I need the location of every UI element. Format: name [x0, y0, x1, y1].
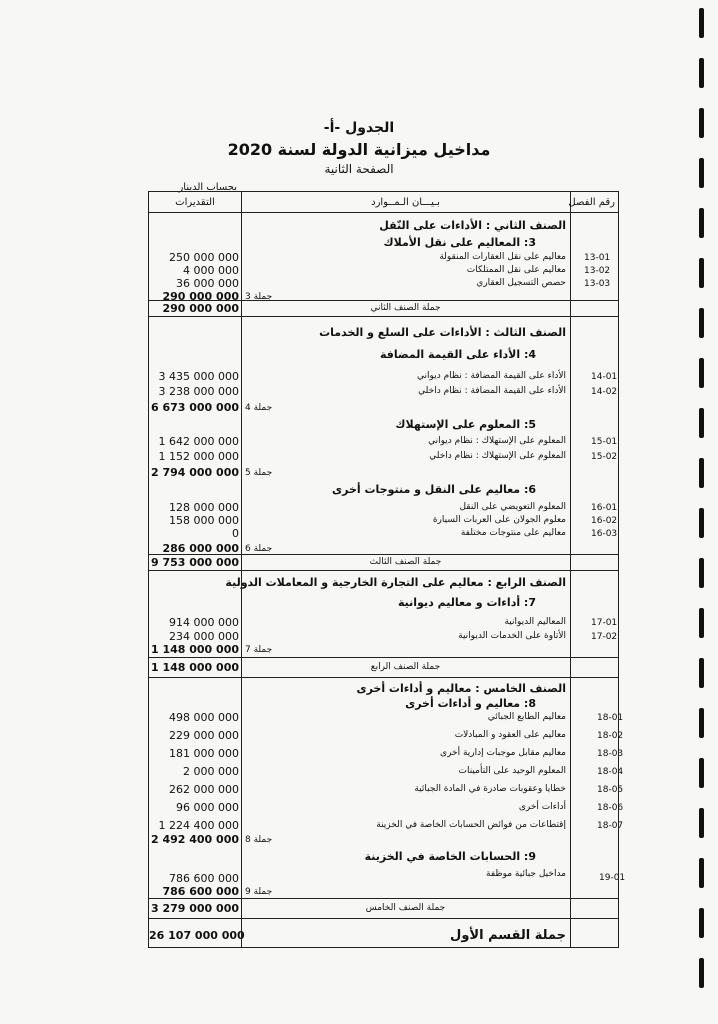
chapter-code: 15-02	[591, 452, 618, 462]
section-total-amount: 2 492 400 000	[150, 833, 239, 846]
class-total-amount: 3 279 000 000	[150, 902, 239, 915]
resource-label: المعلوم الوحيد على التأمينات	[458, 766, 566, 776]
chapter-code: 18-02	[597, 731, 624, 741]
section-total-label: جملة 6	[245, 544, 273, 554]
estimate-amount: 234 000 000	[169, 630, 239, 643]
resource-label: معلوم الجولان على العربات السيارة	[432, 515, 566, 525]
section-total-amount: 6 673 000 000	[150, 401, 239, 414]
section-5-title: 5: المعلوم على الإستهلاك	[395, 418, 536, 431]
chapter-code: 16-01	[591, 503, 618, 513]
chapter-code: 14-01	[591, 372, 618, 382]
resource-label: حصص التسجيل العقاري	[476, 278, 566, 288]
class-total-amount: 1 148 000 000	[150, 661, 239, 674]
resource-label: معاليم مقابل موجبات إدارية أخرى	[440, 748, 566, 758]
col-header-chapter: رقم الفصل	[568, 197, 615, 208]
resource-label: الأداء على القيمة المضافة : نظام ديواني	[417, 371, 566, 381]
resource-label: المعلوم على الإستهلاك : نظام ديواني	[428, 436, 566, 446]
resource-label: المعاليم الديوانية	[504, 617, 566, 627]
estimate-amount: 128 000 000	[169, 501, 239, 514]
chapter-code: 18-03	[597, 749, 624, 759]
resource-label: خطايا وعقوبات صادرة في المادة الجبائية	[414, 784, 566, 794]
resource-label: المعلوم على الإستهلاك : نظام داخلي	[429, 451, 566, 461]
col-header-resources: بـيـــان الـمــوارد	[371, 197, 440, 208]
estimate-amount: 3 435 000 000	[158, 370, 239, 383]
resource-label: معاليم على نقل الممتلكات	[466, 265, 566, 275]
class-2-title: الصنف الثاني : الأداءات على النّقل	[379, 219, 566, 232]
estimate-amount: 1 642 000 000	[158, 435, 239, 448]
chapter-code: 18-04	[597, 767, 624, 777]
section-total-label: جملة 3	[245, 292, 273, 302]
col-header-estimates: التقديرات	[175, 197, 215, 208]
resource-label: أداءات أخرى	[518, 802, 566, 812]
chapter-code: 18-07	[597, 821, 624, 831]
chapter-code: 18-06	[597, 803, 624, 813]
chapter-code: 15-01	[591, 437, 618, 447]
resource-label: معاليم على العقود و المبادلات	[454, 730, 566, 740]
chapter-code: 18-05	[597, 785, 624, 795]
section-total-amount: 286 000 000	[162, 542, 239, 555]
resource-label: معاليم على منتوجات مختلفة	[460, 528, 566, 538]
estimate-amount: 181 000 000	[169, 747, 239, 760]
section-total-amount: 2 794 000 000	[150, 466, 239, 479]
estimate-amount: 36 000 000	[176, 277, 239, 290]
table-label: الجدول -أ-	[323, 120, 395, 136]
section-8-title: 8: معاليم و أداءات أخرى	[405, 697, 536, 710]
resource-label: معاليم الطابع الجبائي	[487, 712, 566, 722]
class-4-title: الصنف الرابع : معاليم على التجارة الخارجية و المعاملات الدولية	[225, 576, 566, 589]
section-3-title: 3: المعاليم على نقل الأملاك	[383, 236, 536, 249]
estimate-amount: 1 224 400 000	[158, 819, 239, 832]
budget-table	[148, 191, 626, 948]
section-total-label: جملة 4	[245, 403, 273, 413]
chapter-code: 13-03	[584, 279, 611, 289]
class-total-label: جملة الصنف الثالث	[369, 557, 442, 567]
chapter-code: 19-01	[599, 873, 626, 883]
resource-label: المعلوم التعويضي على النقل	[459, 502, 566, 512]
estimate-amount: 158 000 000	[169, 514, 239, 527]
section-total-label: جملة 5	[245, 468, 273, 478]
section-total-label: جملة 8	[245, 835, 273, 845]
page-subtitle: الصفحة الثانية	[324, 162, 394, 176]
estimate-amount: 0	[232, 527, 239, 540]
estimate-amount: 786 600 000	[169, 872, 239, 885]
currency-note: بحساب الدينار	[178, 182, 237, 193]
estimate-amount: 2 000 000	[183, 765, 239, 778]
estimate-amount: 914 000 000	[169, 616, 239, 629]
class-total-label: جملة الصنف الرابع	[370, 662, 441, 672]
estimate-amount: 4 000 000	[183, 264, 239, 277]
chapter-code: 18-01	[597, 713, 624, 723]
section-total-amount: 290 000 000	[162, 290, 239, 303]
resource-label: مداخيل جبائية موظفة	[486, 869, 566, 879]
section-6-title: 6: معاليم على النقل و منتوجات أخرى	[332, 483, 536, 496]
class-5-title: الصنف الخامس : معاليم و أداءات أخرى	[356, 682, 566, 695]
section-total-amount: 786 600 000	[162, 885, 239, 898]
grand-total-label: جملة القسم الأول	[450, 928, 566, 943]
class-total-amount: 9 753 000 000	[150, 556, 239, 569]
page-title: مداخيل ميزانية الدولة لسنة 2020	[227, 140, 491, 159]
resource-label: الأتاوة على الخدمات الديوانية	[458, 631, 566, 641]
estimate-amount: 498 000 000	[169, 711, 239, 724]
chapter-code: 16-02	[591, 516, 618, 526]
class-total-label: جملة الصنف الثاني	[370, 303, 441, 313]
chapter-code: 14-02	[591, 387, 618, 397]
chapter-code: 17-01	[591, 618, 618, 628]
section-total-label: جملة 7	[245, 645, 273, 655]
grand-total-amount: 26 107 000 000	[149, 929, 245, 942]
class-3-title: الصنف الثالث : الأداءات على السلع و الخدمات	[319, 326, 566, 339]
estimate-amount: 229 000 000	[169, 729, 239, 742]
estimate-amount: 1 152 000 000	[158, 450, 239, 463]
resource-label: الأداء على القيمة المضافة : نظام داخلي	[418, 386, 566, 396]
class-total-label: جملة الصنف الخامس	[365, 903, 446, 913]
chapter-code: 13-02	[584, 266, 611, 276]
section-9-title: 9: الحسابات الخاصة في الخزينة	[364, 850, 536, 863]
resource-label: إقتطاعات من فوائض الحسابات الخاصة في الخزينة	[376, 820, 566, 830]
estimate-amount: 262 000 000	[169, 783, 239, 796]
chapter-code: 13-01	[584, 253, 611, 263]
estimate-amount: 96 000 000	[176, 801, 239, 814]
section-4-title: 4: الأداء على القيمة المضافة	[380, 348, 536, 361]
section-total-label: جملة 9	[245, 887, 273, 897]
estimate-amount: 250 000 000	[169, 251, 239, 264]
chapter-code: 17-02	[591, 632, 618, 642]
chapter-code: 16-03	[591, 529, 618, 539]
section-7-title: 7: أداءات و معاليم ديوانية	[398, 596, 536, 609]
section-total-amount: 1 148 000 000	[150, 643, 239, 656]
resource-label: معاليم على نقل العقارات المنقولة	[439, 252, 566, 262]
estimate-amount: 3 238 000 000	[158, 385, 239, 398]
class-total-amount: 290 000 000	[162, 302, 239, 315]
